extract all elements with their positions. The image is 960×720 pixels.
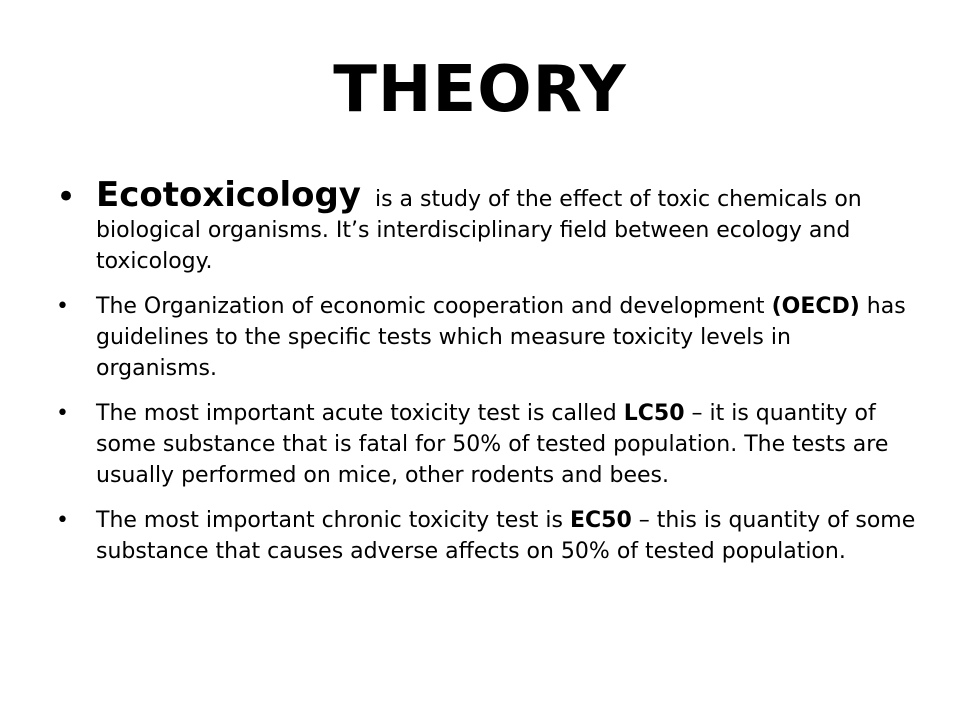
term-oecd: (OECD) bbox=[771, 294, 860, 319]
bullet-item-ecotoxicology bbox=[56, 175, 916, 277]
bullet-dot-icon: • bbox=[56, 177, 77, 217]
bullet-text-after: – it is quantity of some substance that is fatal for 50% of tested population. The tests are usually performed on mice, other rodents and bees. bbox=[96, 401, 889, 488]
bullet-text-before: The most important chronic toxicity test is bbox=[96, 508, 570, 533]
bullet-text: is a study of the effect of toxic chemicals on biological organisms. It’s interdisciplinary field between ecology and toxicology. bbox=[96, 187, 869, 274]
bullet-dot-icon: • bbox=[56, 508, 69, 533]
bullet-dot-icon: • bbox=[56, 294, 69, 319]
bullet-text-after: – this is quantity of some substance that causes adverse affects on 50% of tested population. bbox=[96, 508, 916, 564]
bullet-text-before: The Organization of economic cooperation and development bbox=[96, 294, 772, 319]
term-lc50: LC50 bbox=[623, 401, 685, 426]
bullet-list bbox=[56, 175, 916, 581]
slide-title: THEORY bbox=[333, 53, 627, 127]
bullet-item-ec50 bbox=[56, 505, 916, 567]
bullet-item-lc50 bbox=[56, 398, 916, 491]
bullet-dot-icon: • bbox=[56, 401, 69, 426]
term-ec50: EC50 bbox=[569, 508, 632, 533]
bullet-item-oecd bbox=[56, 291, 916, 384]
bullet-text-before: The most important acute toxicity test is called bbox=[96, 401, 624, 426]
term-ecotoxicology: Ecotoxicology bbox=[96, 175, 361, 215]
bullet-text-after: has guidelines to the specific tests which measure toxicity levels in organisms. bbox=[96, 294, 906, 381]
